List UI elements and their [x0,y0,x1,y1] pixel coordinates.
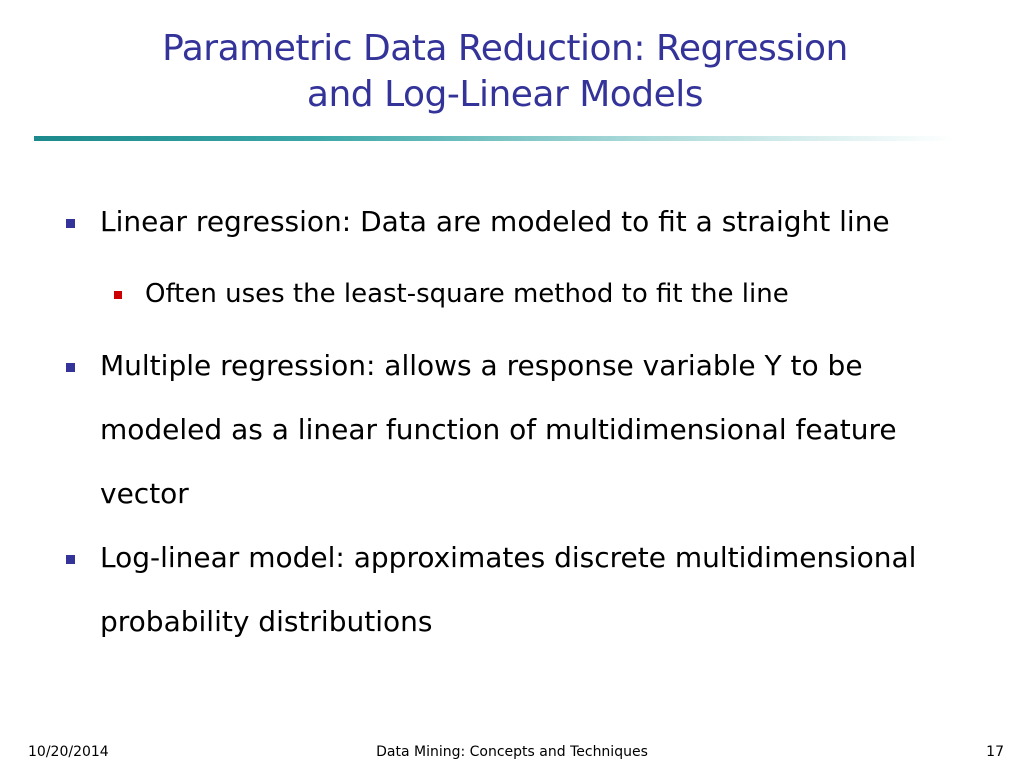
bullet-list [0,190,1024,654]
footer-date: 10/20/2014 [28,744,109,760]
square-bullet-icon [66,219,75,228]
bullet-text: Log-linear model: approximates discrete multidimensional probability distributions [100,541,917,638]
square-bullet-icon [66,555,75,564]
slide-title-line-2: and Log-Linear Models [306,74,704,115]
slide-title-line-1: Parametric Data Reduction: Regression [162,28,848,69]
square-bullet-icon [114,291,122,299]
bullet-text: Multiple regression: allows a response variable Y to be modeled as a linear function of multidimensional feature vector [100,349,897,510]
footer-title: Data Mining: Concepts and Techniques [376,744,648,760]
slide-title [40,26,970,118]
square-bullet-icon [66,363,75,372]
bullet-item [0,334,1024,526]
sub-bullet-text: Often uses the least-square method to fit the line [145,279,789,309]
bullet-item [0,526,1024,654]
bullet-item [0,190,1024,254]
page-number: 17 [986,744,1004,760]
bullet-text: Linear regression: Data are modeled to fit a straight line [100,205,890,238]
title-divider [34,136,954,141]
sub-bullet-item [0,254,1024,334]
